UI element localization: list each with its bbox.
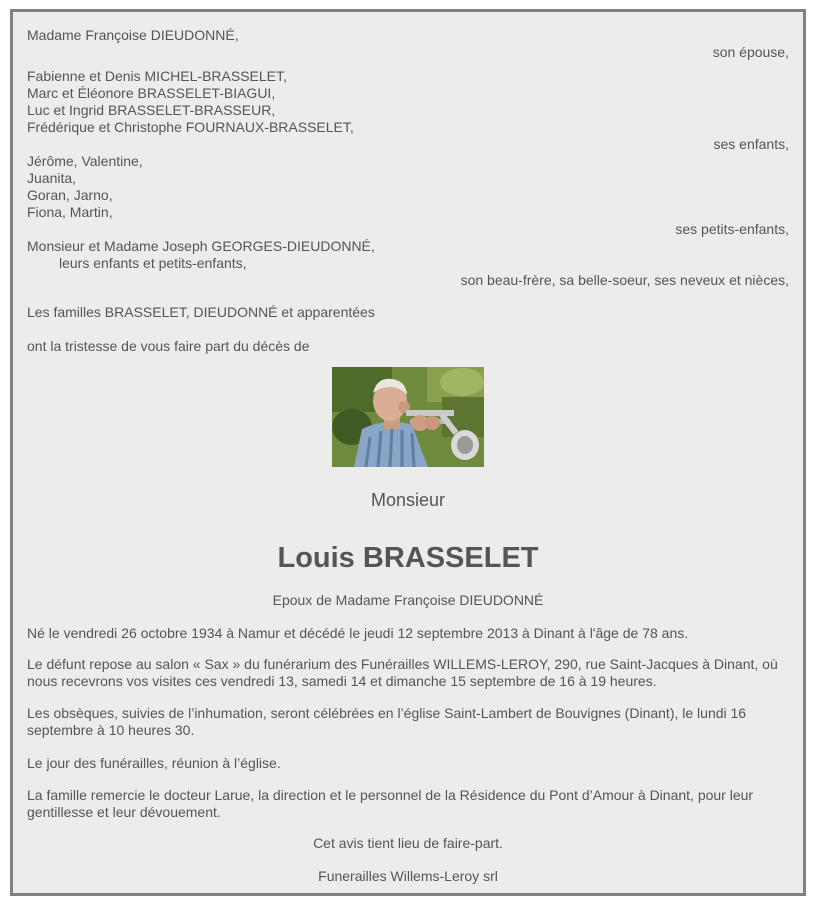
announcement-line: ont la tristesse de vous faire part du décès de bbox=[27, 338, 310, 354]
inlaws-name: Monsieur et Madame Joseph GEORGES-DIEUDONNÉ, bbox=[27, 238, 375, 254]
company-line: Funerailles Willems-Leroy srl bbox=[318, 868, 498, 884]
obituary-content bbox=[27, 27, 789, 885]
funeral-paragraph: Les obsèques, suivies de l’inhumation, seront célébrées en l’église Saint-Lambert de Bouvignes (Dinant), le lundi 16 septembre à 10 heures 30. bbox=[27, 705, 747, 738]
child-line: Fabienne et Denis MICHEL-BRASSELET, bbox=[27, 68, 287, 84]
deceased-spouse: Epoux de Madame Françoise DIEUDONNÉ bbox=[272, 592, 544, 608]
rest-paragraph: Le défunt repose au salon « Sax » du funérarium des Funérailles WILLEMS-LEROY, 290, rue Saint-Jacques à Dinant, où nous recevrons vos visites ces vendredi 13, samedi 14 et dimanche 15 septembre de 16 à 19 heures. bbox=[27, 656, 778, 689]
reunion-paragraph: Le jour des funérailles, réunion à l’église. bbox=[27, 755, 281, 771]
grandchildren-role: ses petits-enfants, bbox=[675, 221, 789, 237]
spouse-name: Madame Françoise DIEUDONNÉ, bbox=[27, 27, 239, 43]
photo-container bbox=[27, 367, 789, 467]
obituary-frame bbox=[10, 9, 806, 896]
inlaws-role: son beau-frère, sa belle-soeur, ses neveux et nièces, bbox=[460, 272, 789, 288]
deceased-photo bbox=[332, 367, 484, 467]
children-role: ses enfants, bbox=[713, 136, 789, 152]
grandchild-line: Goran, Jarno, bbox=[27, 187, 113, 203]
birth-death-paragraph: Né le vendredi 26 octobre 1934 à Namur et décédé le jeudi 12 septembre 2013 à Dinant à l'âge de 78 ans. bbox=[27, 625, 689, 641]
child-line: Luc et Ingrid BRASSELET-BRASSEUR, bbox=[27, 102, 276, 118]
grandchild-line: Jérôme, Valentine, bbox=[27, 153, 143, 169]
deceased-name: Louis BRASSELET bbox=[277, 542, 539, 574]
inlaws-sub: leurs enfants et petits-enfants, bbox=[59, 255, 247, 271]
notice-line: Cet avis tient lieu de faire-part. bbox=[313, 835, 503, 851]
child-line: Marc et Éléonore BRASSELET-BIAGUI, bbox=[27, 85, 276, 101]
spouse-role: son épouse, bbox=[712, 44, 789, 60]
families-line: Les familles BRASSELET, DIEUDONNÉ et apparentées bbox=[27, 304, 375, 320]
thanks-paragraph: La famille remercie le docteur Larue, la direction et le personnel de la Résidence du Pont d’Amour à Dinant, pour leur gentillesse et leur dévouement. bbox=[27, 787, 754, 820]
grandchild-line: Fiona, Martin, bbox=[27, 204, 113, 220]
deceased-title: Monsieur bbox=[370, 490, 446, 510]
child-line: Frédérique et Christophe FOURNAUX-BRASSELET, bbox=[27, 119, 354, 135]
grandchild-line: Juanita, bbox=[27, 170, 77, 186]
